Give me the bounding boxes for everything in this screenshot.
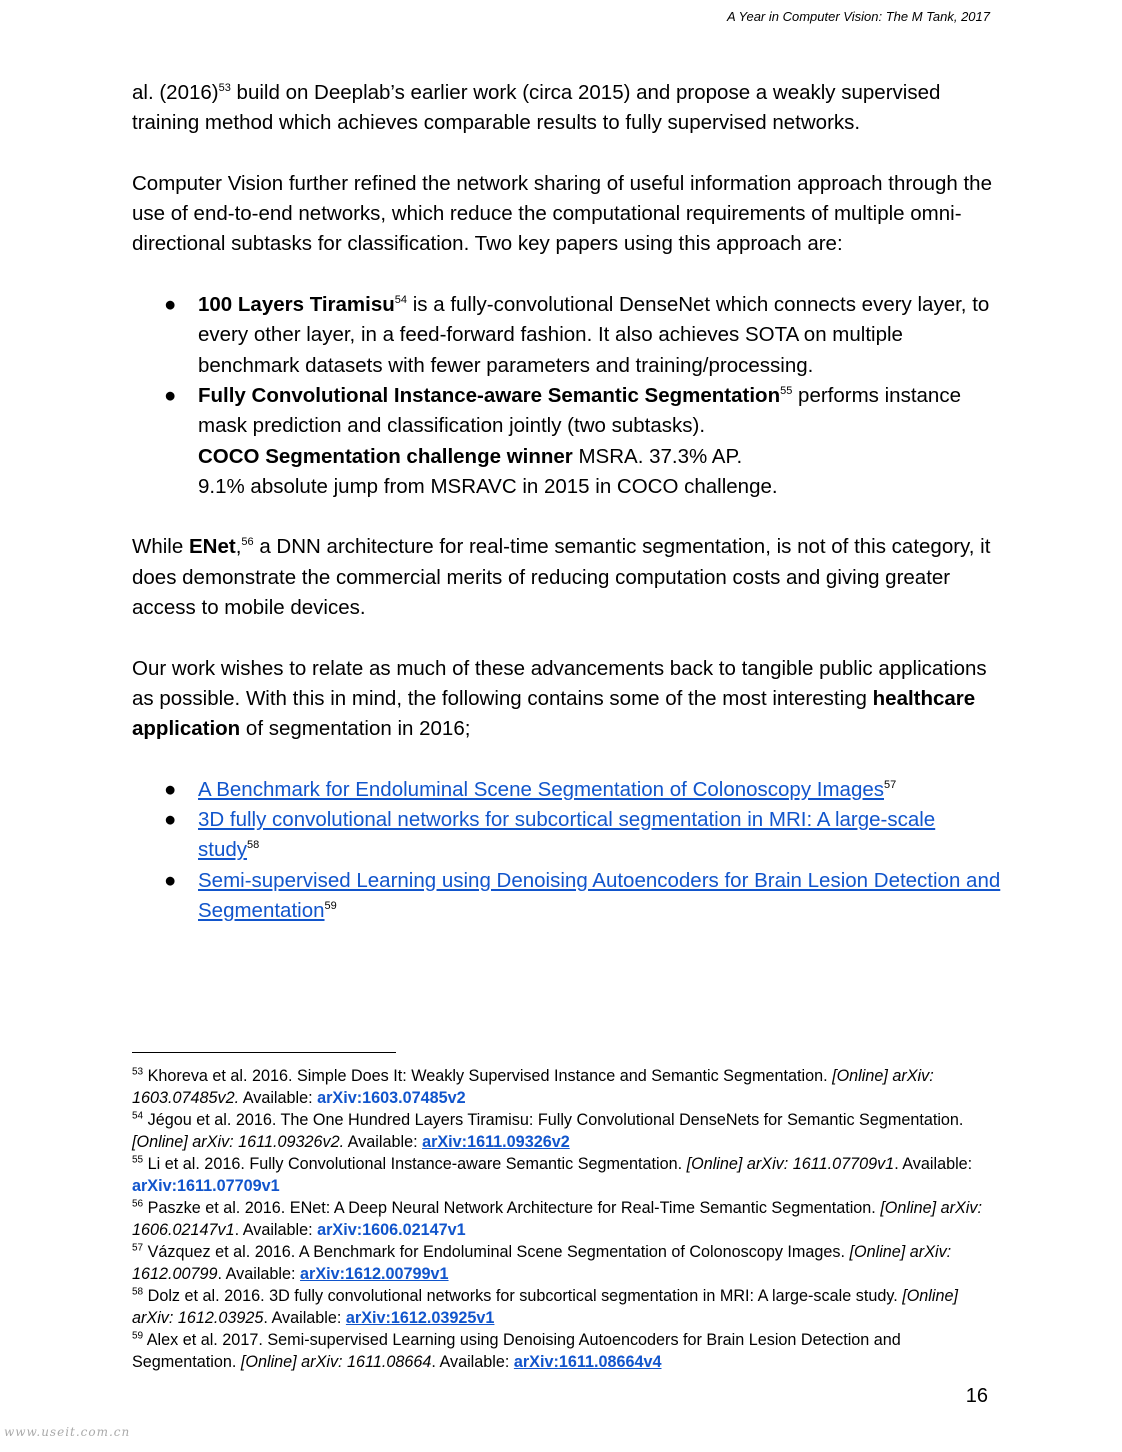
paragraph-3 [132,532,1002,623]
footnote-text: . Available: [894,1155,973,1173]
challenge-label: COCO Segmentation challenge winner [198,444,573,468]
arxiv-link[interactable]: arXiv:1611.08664v4 [513,1353,662,1371]
list-item [132,805,1002,866]
footnote-text: Dolz et al. 2016. 3D fully convolutional networks for subcortical segmentation in MRI: A large-scale study. [143,1287,903,1305]
paper-link[interactable]: A Benchmark for Endoluminal Scene Segmentation of Colonoscopy Images [198,777,884,801]
paper-link[interactable]: Semi-supervised Learning using Denoising Autoencoders for Brain Lesion Detection and Segmentation [198,868,1001,923]
bullet-icon: ● [164,808,177,832]
bullet-icon: ● [164,293,177,317]
footnote-text: Khoreva et al. 2016. Simple Does It: Weakly Supervised Instance and Semantic Segmentation. [143,1067,833,1085]
paragraph-text: While [132,535,189,559]
arxiv-link[interactable]: arXiv:1603.07485v2 [317,1089,466,1107]
footnote [132,1065,1002,1109]
running-header: A Year in Computer Vision: The M Tank, 2017 [726,9,990,24]
footnote-number: 56 [132,1198,144,1210]
footnote-source: [Online] arXiv: 1611.09326v2. [132,1133,345,1151]
list-item [132,290,1002,381]
footnote-source: [Online] arXiv: 1611.07709v1 [686,1155,895,1173]
footnote [132,1241,1002,1285]
paragraph-2 [132,169,1002,260]
footnote-text: Jégou et al. 2016. The One Hundred Layers Tiramisu: Fully Convolutional DenseNets for Semantic Segmentation. [143,1111,964,1129]
footnote-text: Alex et al. 2017. Semi-supervised Learning using Denoising Autoencoders for Brain Lesion Detection and Segmentation. [132,1331,901,1371]
footnote [132,1285,1002,1329]
arxiv-link[interactable]: arXiv:1612.03925v1 [345,1309,495,1327]
footnote-ref[interactable]: 59 [324,900,337,913]
paragraph-text: , [235,535,242,559]
footnote-ref[interactable]: 55 [780,385,793,398]
footnote [132,1197,1002,1241]
footnote-text: Available: [344,1133,423,1151]
footnote-number: 58 [132,1286,144,1298]
footnote-ref[interactable]: 58 [247,839,260,852]
arxiv-link[interactable]: arXiv:1611.09326v2 [422,1133,570,1151]
paper-link[interactable]: 3D fully convolutional networks for subcortical segmentation in MRI: A large-scale study [198,808,936,862]
footnote-number: 53 [132,1066,144,1078]
paragraph-1 [132,78,1002,139]
page-number: 16 [965,1385,988,1407]
footnote-number: 55 [132,1154,144,1166]
key-papers-list [132,290,1002,502]
paragraph-text: Our work wishes to relate as much of these advancements back to tangible public applications as possible. With this in mind, the following contains some of the most interesting [132,656,987,710]
arxiv-link[interactable]: arXiv:1612.00799v1 [300,1265,449,1283]
item-text: is a fully-convolutional DenseNet which connects every layer, to every other layer, in a feed-forward fashion. It also achieves SOTA on multiple benchmark datasets with fewer parameters and training/processing. [198,293,990,377]
footnote-source: [Online] arXiv: 1603.07485v2. [132,1067,934,1107]
footnote-source: [Online] arXiv: 1612.03925 [132,1287,959,1327]
footnote [132,1329,1002,1373]
bullet-icon: ● [164,383,177,407]
paragraph-text: Computer Vision further refined the network sharing of useful information approach through the use of end-to-end networks, which reduce the computational requirements of multiple omni-directional subtasks for classification. Two key papers using this approach are: [132,171,992,256]
footnote-text: Li et al. 2016. Fully Convolutional Instance-aware Semantic Segmentation. [143,1155,687,1173]
footnote-ref[interactable]: 53 [218,82,231,95]
footnote [132,1109,1002,1153]
paragraph-text: a DNN architecture for real-time semantic segmentation, is not of this category, it does demonstrate the commercial merits of reducing computation costs and giving greater access to mobile devices. [132,535,991,620]
footnote-source: [Online] arXiv: 1611.08664 [240,1353,432,1371]
healthcare-links-list [132,775,1002,926]
footnotes [132,1065,1002,1373]
footnote-text: Paszke et al. 2016. ENet: A Deep Neural Network Architecture for Real-Time Semantic Segmentation. [143,1199,881,1217]
footnote-number: 59 [132,1330,144,1342]
footnote-text: Available: [239,1089,318,1107]
list-item [132,866,1002,927]
footnote-ref[interactable]: 54 [394,294,408,307]
item-text: performs instance mask prediction and classification jointly (two subtasks). [198,383,961,438]
footnote [132,1153,1002,1197]
footnote-number: 54 [132,1110,144,1122]
watermark: www.useit.com.cn [4,1425,131,1439]
item-text: 9.1% absolute jump from MSRAVC in 2015 in COCO challenge. [198,474,778,498]
footnote-text: Vázquez et al. 2016. A Benchmark for Endoluminal Scene Segmentation of Colonoscopy Images. [143,1243,850,1261]
paper-title: 100 Layers Tiramisu [198,293,395,317]
footnote-source: [Online] arXiv: 1606.02147v1 [132,1199,982,1239]
footnote-number: 57 [132,1242,144,1254]
healthcare-term: healthcare application [132,686,976,741]
item-text: MSRA. 37.3% AP. [572,444,743,468]
footnote-text: . Available: [431,1353,514,1371]
footnote-divider [132,1052,396,1053]
paragraph-text: of segmentation in 2016; [240,717,471,741]
footnote-ref[interactable]: 57 [884,779,897,791]
arxiv-link[interactable]: arXiv:1611.07709v1 [132,1177,280,1195]
body-text [132,78,1002,957]
footnote-text: . Available: [263,1309,346,1327]
list-item [132,775,1002,805]
paragraph-text: al. (2016) [132,81,219,104]
footnote-ref[interactable]: 56 [241,536,254,549]
bullet-icon: ● [164,868,177,892]
bullet-icon: ● [164,777,177,801]
footnote-text: . Available: [234,1221,318,1239]
enet-term: ENet [188,535,236,559]
footnote-source: [Online] arXiv: 1612.00799 [132,1243,952,1283]
list-item [132,381,1002,502]
paper-title: Fully Convolutional Instance-aware Semantic Segmentation [198,383,781,407]
paragraph-text: build on Deeplab’s earlier work (circa 2015) and propose a weakly supervised training method which achieves comparable results to fully supervised networks. [132,81,941,135]
footnote-text: . Available: [217,1265,301,1283]
arxiv-link[interactable]: arXiv:1606.02147v1 [317,1221,466,1239]
paragraph-4 [132,654,1002,745]
